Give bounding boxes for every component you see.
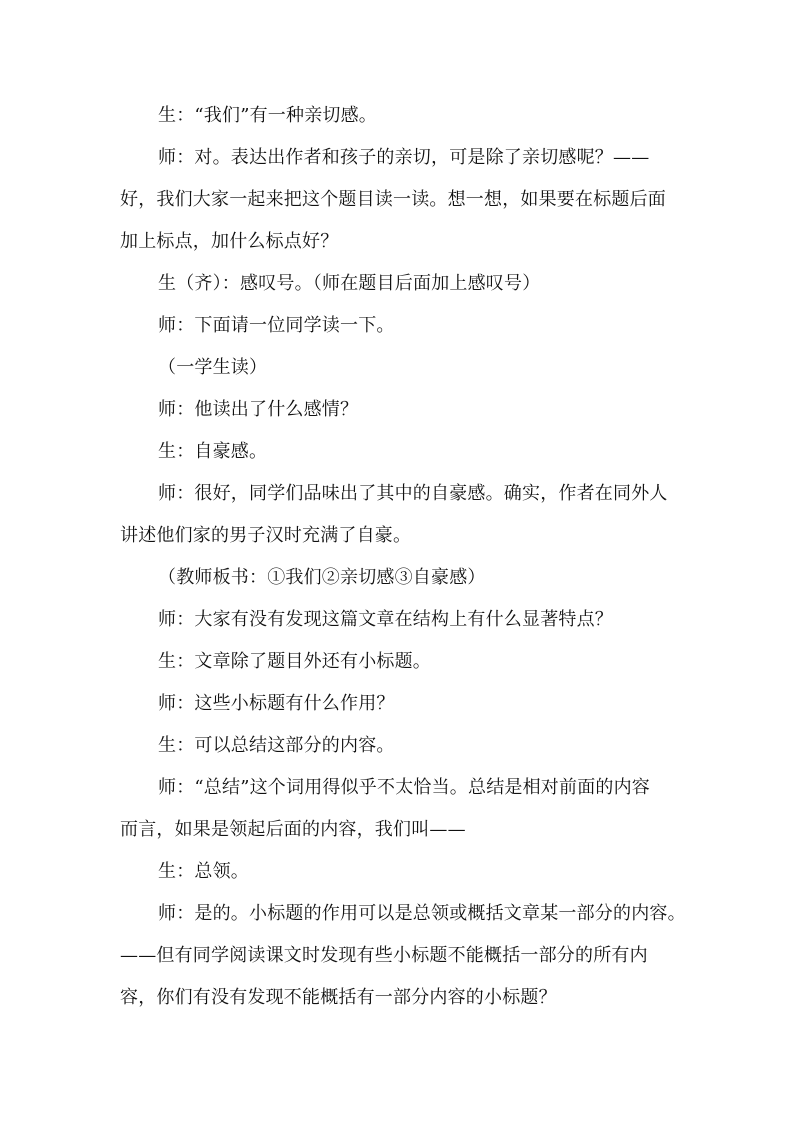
paragraph-line: 生：自豪感。	[158, 441, 268, 462]
paragraph-line: 师：他读出了什么感情？	[158, 399, 359, 420]
paragraph-line: 师：这些小标题有什么作用？	[158, 693, 395, 714]
paragraph-line: 而言，如果是领起后面的内容，我们叫——	[120, 819, 466, 840]
paragraph-line: 师：大家有没有发现这篇文章在结构上有什么显著特点？	[158, 609, 613, 630]
paragraph-line: 生：可以总结这部分的内容。	[158, 735, 395, 756]
paragraph-line: （一学生读）	[158, 357, 268, 378]
paragraph-line: ——但有同学阅读课文时发现有些小标题不能概括一部分的所有内	[120, 945, 648, 966]
paragraph-line: 生：文章除了题目外还有小标题。	[158, 651, 431, 672]
paragraph-line: 师：很好，同学们品味出了其中的自豪感。确实，作者在同外人	[158, 483, 668, 504]
paragraph-line: 师：对。表达出作者和孩子的亲切，可是除了亲切感呢？——	[158, 147, 650, 168]
paragraph-line: （教师板书：①我们②亲切感③自豪感）	[158, 567, 486, 588]
paragraph-line: 生：总领。	[158, 861, 249, 882]
paragraph-line: 师：“总结”这个词用得似乎不太恰当。总结是相对前面的内容	[158, 777, 651, 798]
paragraph-line: 加上标点，加什么标点好？	[120, 231, 339, 252]
paragraph-line: 生：“我们”有一种亲切感。	[158, 105, 378, 126]
paragraph-line: 师：是的。小标题的作用可以是总领或概括文章某一部分的内容。	[158, 903, 686, 924]
paragraph-line: 好，我们大家一起来把这个题目读一读。想一想，如果要在标题后面	[120, 189, 666, 210]
paragraph-line: 生（齐）：感叹号。（师在题目后面加上感叹号）	[158, 273, 541, 294]
paragraph-line: 容，你们有没有发现不能概括有一部分内容的小标题？	[120, 987, 557, 1008]
paragraph-line: 讲述他们家的男子汉时充满了自豪。	[120, 525, 412, 546]
paragraph-line: 师：下面请一位同学读一下。	[158, 315, 395, 336]
